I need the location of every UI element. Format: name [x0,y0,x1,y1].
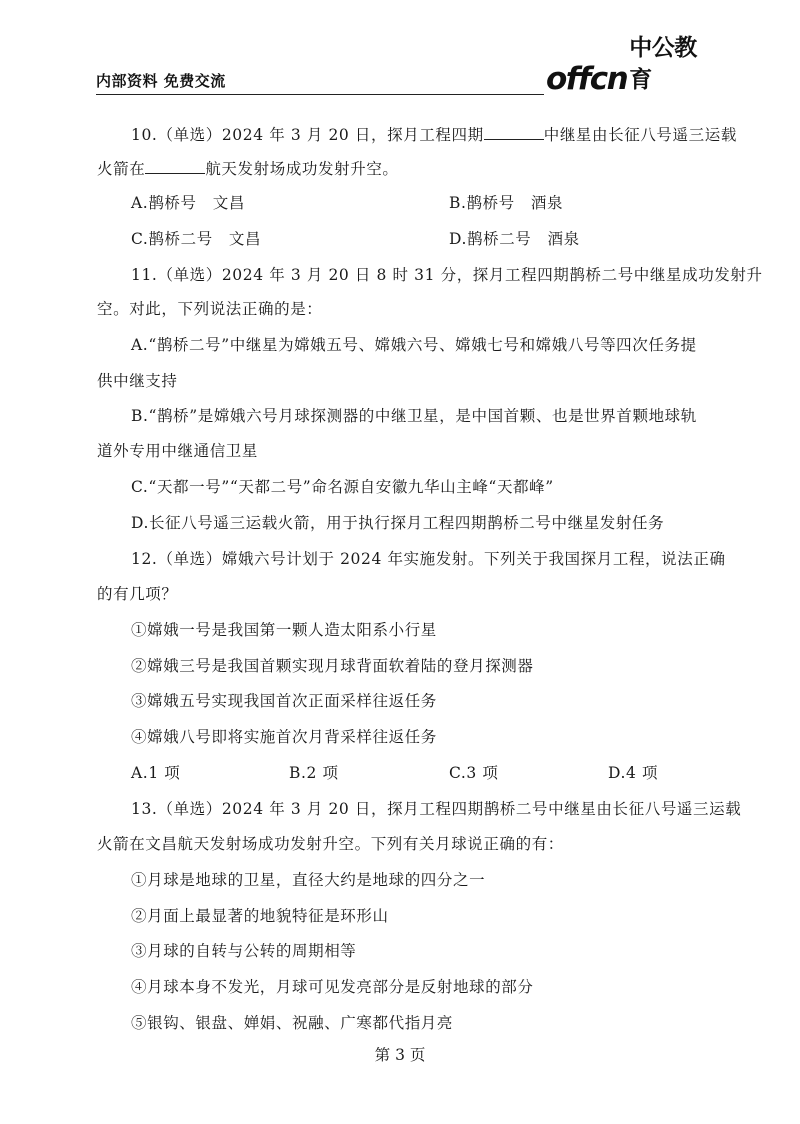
q12-line-1: 12.（单选）嫦娥六号计划于 2024 年实施发射。下列关于我国探月工程，说法正确 [131,550,726,568]
q12-option-a: A.1 项 [131,764,181,782]
q11-option-b-1: B.“鹊桥”是嫦娥六号月球探测器的中继卫星，是中国首颗、也是世界首颗地球轨 [131,407,697,425]
q13-item-5: ⑤银钩、银盘、婵娟、祝融、广寒都代指月亮 [131,1014,454,1032]
q12-option-d: D.4 项 [608,764,659,782]
q12-item-2: ②嫦娥三号是我国首颗实现月球背面软着陆的登月探测器 [131,657,534,675]
q11-line-1: 11.（单选）2024 年 3 月 20 日 8 时 31 分，探月工程四期鹊桥二号中继星成功发射升 [131,266,763,284]
q12-item-3: ③嫦娥五号实现我国首次正面采样往返任务 [131,692,437,710]
q13-item-4: ④月球本身不发光，月球可见发亮部分是反射地球的部分 [131,978,534,996]
logo-text-cn: 中公教育 [629,35,697,93]
logo-text-en: offcn [546,61,628,97]
page-number: 第 3 页 [374,1046,426,1064]
q10-blank-1 [484,123,544,140]
q10-line-1 [131,123,737,146]
q12-option-b: B.2 项 [289,764,339,782]
q11-option-d: D.长征八号遥三运载火箭，用于执行探月工程四期鹊桥二号中继星发射任务 [131,514,665,532]
q13-item-3: ③月球的自转与公转的周期相等 [131,942,357,960]
q13-item-2: ②月面上最显著的地貌特征是环形山 [131,907,389,925]
q13-line-1: 13.（单选）2024 年 3 月 20 日，探月工程四期鹊桥二号中继星由长征八号遥三运载 [131,800,742,818]
q11-option-c: C.“天都一号”“天都二号”命名源自安徽九华山主峰“天都峰” [131,478,554,496]
q12-item-4: ④嫦娥八号即将实施首次月背采样往返任务 [131,728,437,746]
q10-option-a: A.鹊桥号 文昌 [131,194,245,212]
q11-option-a-2: 供中继支持 [97,372,178,390]
q13-item-1: ①月球是地球的卫星，直径大约是地球的四分之一 [131,871,486,889]
header-label: 内部资料 免费交流 [96,72,226,90]
q12-item-1: ①嫦娥一号是我国第一颗人造太阳系小行星 [131,621,437,639]
q10-blank-2 [145,157,205,174]
q13-line-2: 火箭在文昌航天发射场成功发射升空。下列有关月球说正确的有： [97,835,564,853]
q10-option-d: D.鹊桥二号 酒泉 [449,230,580,248]
q10-line-2 [97,157,399,180]
q10-text-1a: 10.（单选）2024 年 3 月 20 日，探月工程四期 [131,126,484,144]
page-header [96,35,708,97]
q11-option-a-1: A.“鹊桥二号”中继星为嫦娥五号、嫦娥六号、嫦娥七号和嫦娥八号等四次任务提 [131,336,697,354]
q12-option-c: C.3 项 [449,764,499,782]
q10-text-1b: 中继星由长征八号遥三运载 [543,126,737,144]
q11-line-2: 空。对此，下列说法正确的是： [97,300,323,318]
q10-text-2b: 航天发射场成功发射升空。 [205,160,399,178]
header-divider [96,94,544,95]
offcn-logo [546,35,708,97]
q12-line-2: 的有几项？ [97,585,178,603]
q10-text-2a: 火箭在 [97,160,146,178]
q11-option-b-2: 道外专用中继通信卫星 [97,442,259,460]
q10-option-b: B.鹊桥号 酒泉 [449,194,564,212]
q10-option-c: C.鹊桥二号 文昌 [131,230,262,248]
